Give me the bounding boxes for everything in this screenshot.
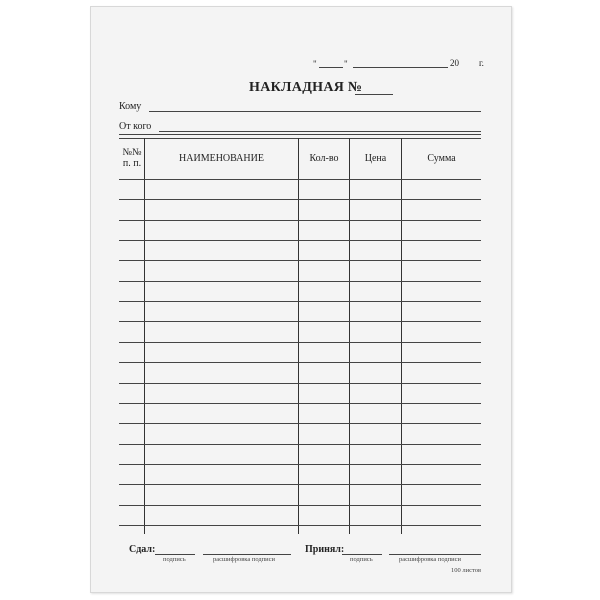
column-divider-name: [298, 138, 299, 534]
header-name: НАИМЕНОВАНИЕ: [179, 153, 264, 164]
table-row: [119, 260, 481, 261]
given-signature-line: [155, 554, 195, 555]
from-label: От кого: [119, 121, 152, 132]
date-quote-close: ": [344, 59, 348, 69]
table-row: [119, 321, 481, 322]
header-num-line2: п. п.: [122, 158, 142, 169]
column-divider-qty: [349, 138, 350, 534]
document-number-line: [355, 94, 393, 95]
date-year-suffix: г.: [479, 58, 484, 68]
column-divider-price: [401, 138, 402, 534]
received-decryption-line: [389, 554, 481, 555]
given-label: Сдал:: [129, 544, 156, 555]
table-row: [119, 484, 481, 485]
given-decryption-caption: расшифровка подписи: [213, 556, 276, 563]
table-row: [119, 403, 481, 404]
table-row: [119, 220, 481, 221]
table-row: [119, 464, 481, 465]
table-row: [119, 179, 481, 180]
table-row: [119, 342, 481, 343]
document-title: НАКЛАДНАЯ №: [249, 80, 363, 95]
table-row: [119, 444, 481, 445]
to-field-line: [149, 111, 481, 112]
received-signature-caption: подпись: [350, 556, 373, 563]
column-divider-num: [144, 138, 145, 534]
to-label: Кому: [119, 101, 142, 112]
footer-note: 100 листов: [451, 567, 482, 574]
date-day-line: [319, 67, 343, 68]
date-quote-open: ": [313, 59, 317, 69]
header-price: Цена: [364, 153, 387, 164]
from-field-line: [159, 131, 481, 132]
table-row: [119, 525, 481, 526]
date-month-line: [353, 67, 448, 68]
header-num: [119, 147, 145, 169]
table-row: [119, 199, 481, 200]
table-row: [119, 383, 481, 384]
given-decryption-line: [203, 554, 291, 555]
table-row: [119, 281, 481, 282]
given-signature-caption: подпись: [163, 556, 186, 563]
table-row: [119, 362, 481, 363]
table-top-border-inner: [119, 138, 481, 139]
header-sum: Сумма: [427, 153, 456, 164]
table-row: [119, 301, 481, 302]
table-row: [119, 240, 481, 241]
header-qty: Кол-во: [309, 153, 339, 164]
table-row: [119, 423, 481, 424]
table-row: [119, 505, 481, 506]
table-top-border: [119, 134, 481, 135]
received-label: Принял:: [305, 544, 345, 555]
invoice-form-sheet: [90, 6, 512, 593]
date-year-prefix: 20: [450, 58, 459, 68]
header-num-line1: №№: [122, 147, 142, 158]
received-decryption-caption: расшифровка подписи: [399, 556, 462, 563]
received-signature-line: [342, 554, 382, 555]
